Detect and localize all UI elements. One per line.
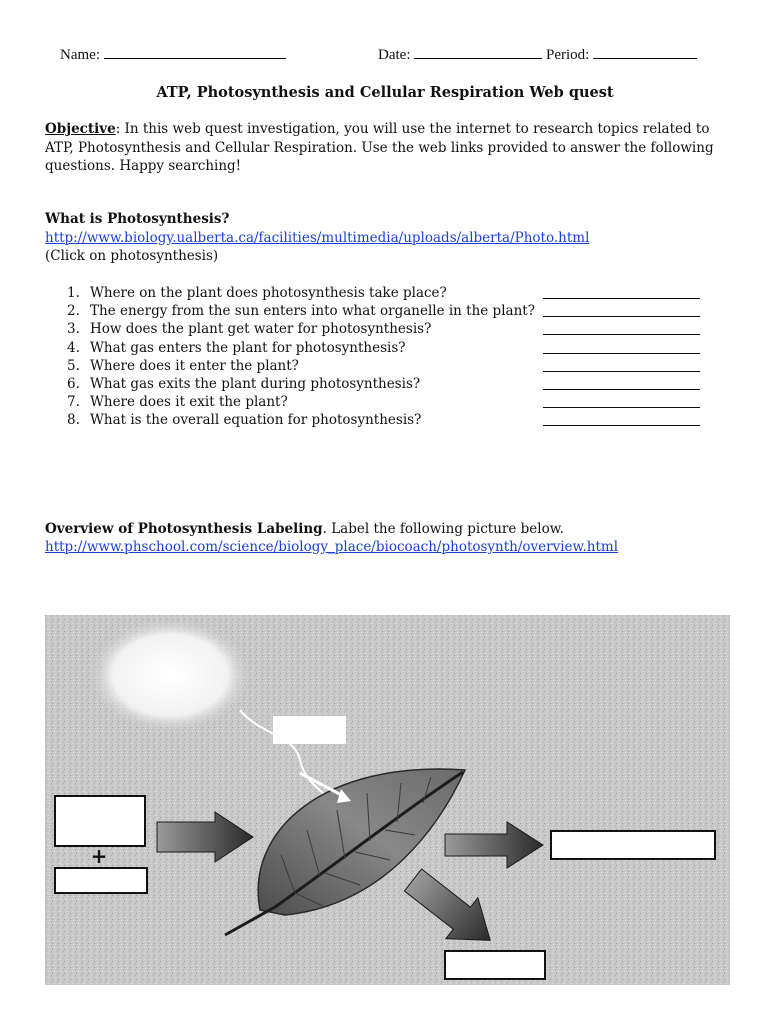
question-item: 8. What is the overall equation for photosynthesis? bbox=[45, 411, 705, 429]
date-label: Date: bbox=[378, 47, 411, 63]
section1-heading: What is Photosynthesis? bbox=[45, 211, 230, 227]
answer-line[interactable] bbox=[543, 298, 700, 299]
photosynthesis-diagram bbox=[45, 615, 730, 985]
date-blank[interactable] bbox=[414, 46, 542, 59]
answer-line[interactable] bbox=[543, 389, 700, 390]
plus-sign: + bbox=[90, 844, 108, 868]
section1-link-row bbox=[45, 229, 735, 248]
answer-line[interactable] bbox=[543, 334, 700, 335]
name-field[interactable] bbox=[60, 46, 286, 64]
name-label: Name: bbox=[60, 47, 100, 63]
question-item: 2. The energy from the sun enters into what organelle in the plant? bbox=[45, 302, 705, 320]
section2-instruction: . Label the following picture below. bbox=[322, 521, 564, 537]
objective-label: Objective bbox=[45, 121, 116, 137]
question-item: 3. How does the plant get water for photosynthesis? bbox=[45, 320, 705, 338]
label-box-input-1[interactable] bbox=[55, 796, 145, 846]
sun-icon bbox=[88, 617, 252, 733]
answer-line[interactable] bbox=[543, 425, 700, 426]
section1-note: (Click on photosynthesis) bbox=[45, 248, 219, 264]
objective-paragraph bbox=[45, 120, 735, 176]
diagram-svg bbox=[45, 615, 730, 985]
question-item: 6. What gas exits the plant during photosynthesis? bbox=[45, 375, 705, 393]
answer-line[interactable] bbox=[543, 371, 700, 372]
section2-heading-row bbox=[45, 520, 735, 539]
page-title: ATP, Photosynthesis and Cellular Respiration Web quest bbox=[156, 84, 614, 101]
objective-text: : In this web quest investigation, you will use the internet to research topics related to ATP, Photosynthesis and Cellular Respiration. Use the web links provided to answer the following questions. Happy searching! bbox=[45, 121, 714, 174]
label-box-output-2[interactable] bbox=[445, 951, 545, 979]
date-field[interactable] bbox=[378, 46, 697, 64]
label-box-input-2[interactable] bbox=[55, 868, 147, 893]
answer-line[interactable] bbox=[543, 316, 700, 317]
section1-link[interactable]: http://www.biology.ualberta.ca/facilities/multimedia/uploads/alberta/Photo.html bbox=[45, 230, 590, 246]
answer-line[interactable] bbox=[543, 407, 700, 408]
section2-heading: Overview of Photosynthesis Labeling bbox=[45, 521, 323, 537]
question-item: 7. Where does it exit the plant? bbox=[45, 393, 705, 411]
name-blank[interactable] bbox=[104, 46, 286, 59]
question-item: 1. Where on the plant does photosynthesis take place? bbox=[45, 284, 705, 302]
label-box-output-1[interactable] bbox=[551, 831, 715, 859]
period-label: Period: bbox=[545, 47, 590, 63]
period-blank[interactable] bbox=[593, 46, 697, 59]
question-item: 5. Where does it enter the plant? bbox=[45, 357, 705, 375]
question-item: 4. What gas enters the plant for photosynthesis? bbox=[45, 339, 705, 357]
question-list bbox=[45, 284, 705, 430]
section2-link-row bbox=[45, 538, 735, 557]
label-box-sunlight[interactable] bbox=[273, 716, 346, 744]
answer-line[interactable] bbox=[543, 353, 700, 354]
section2-link[interactable]: http://www.phschool.com/science/biology_place/biocoach/photosynth/overview.html bbox=[45, 539, 619, 555]
